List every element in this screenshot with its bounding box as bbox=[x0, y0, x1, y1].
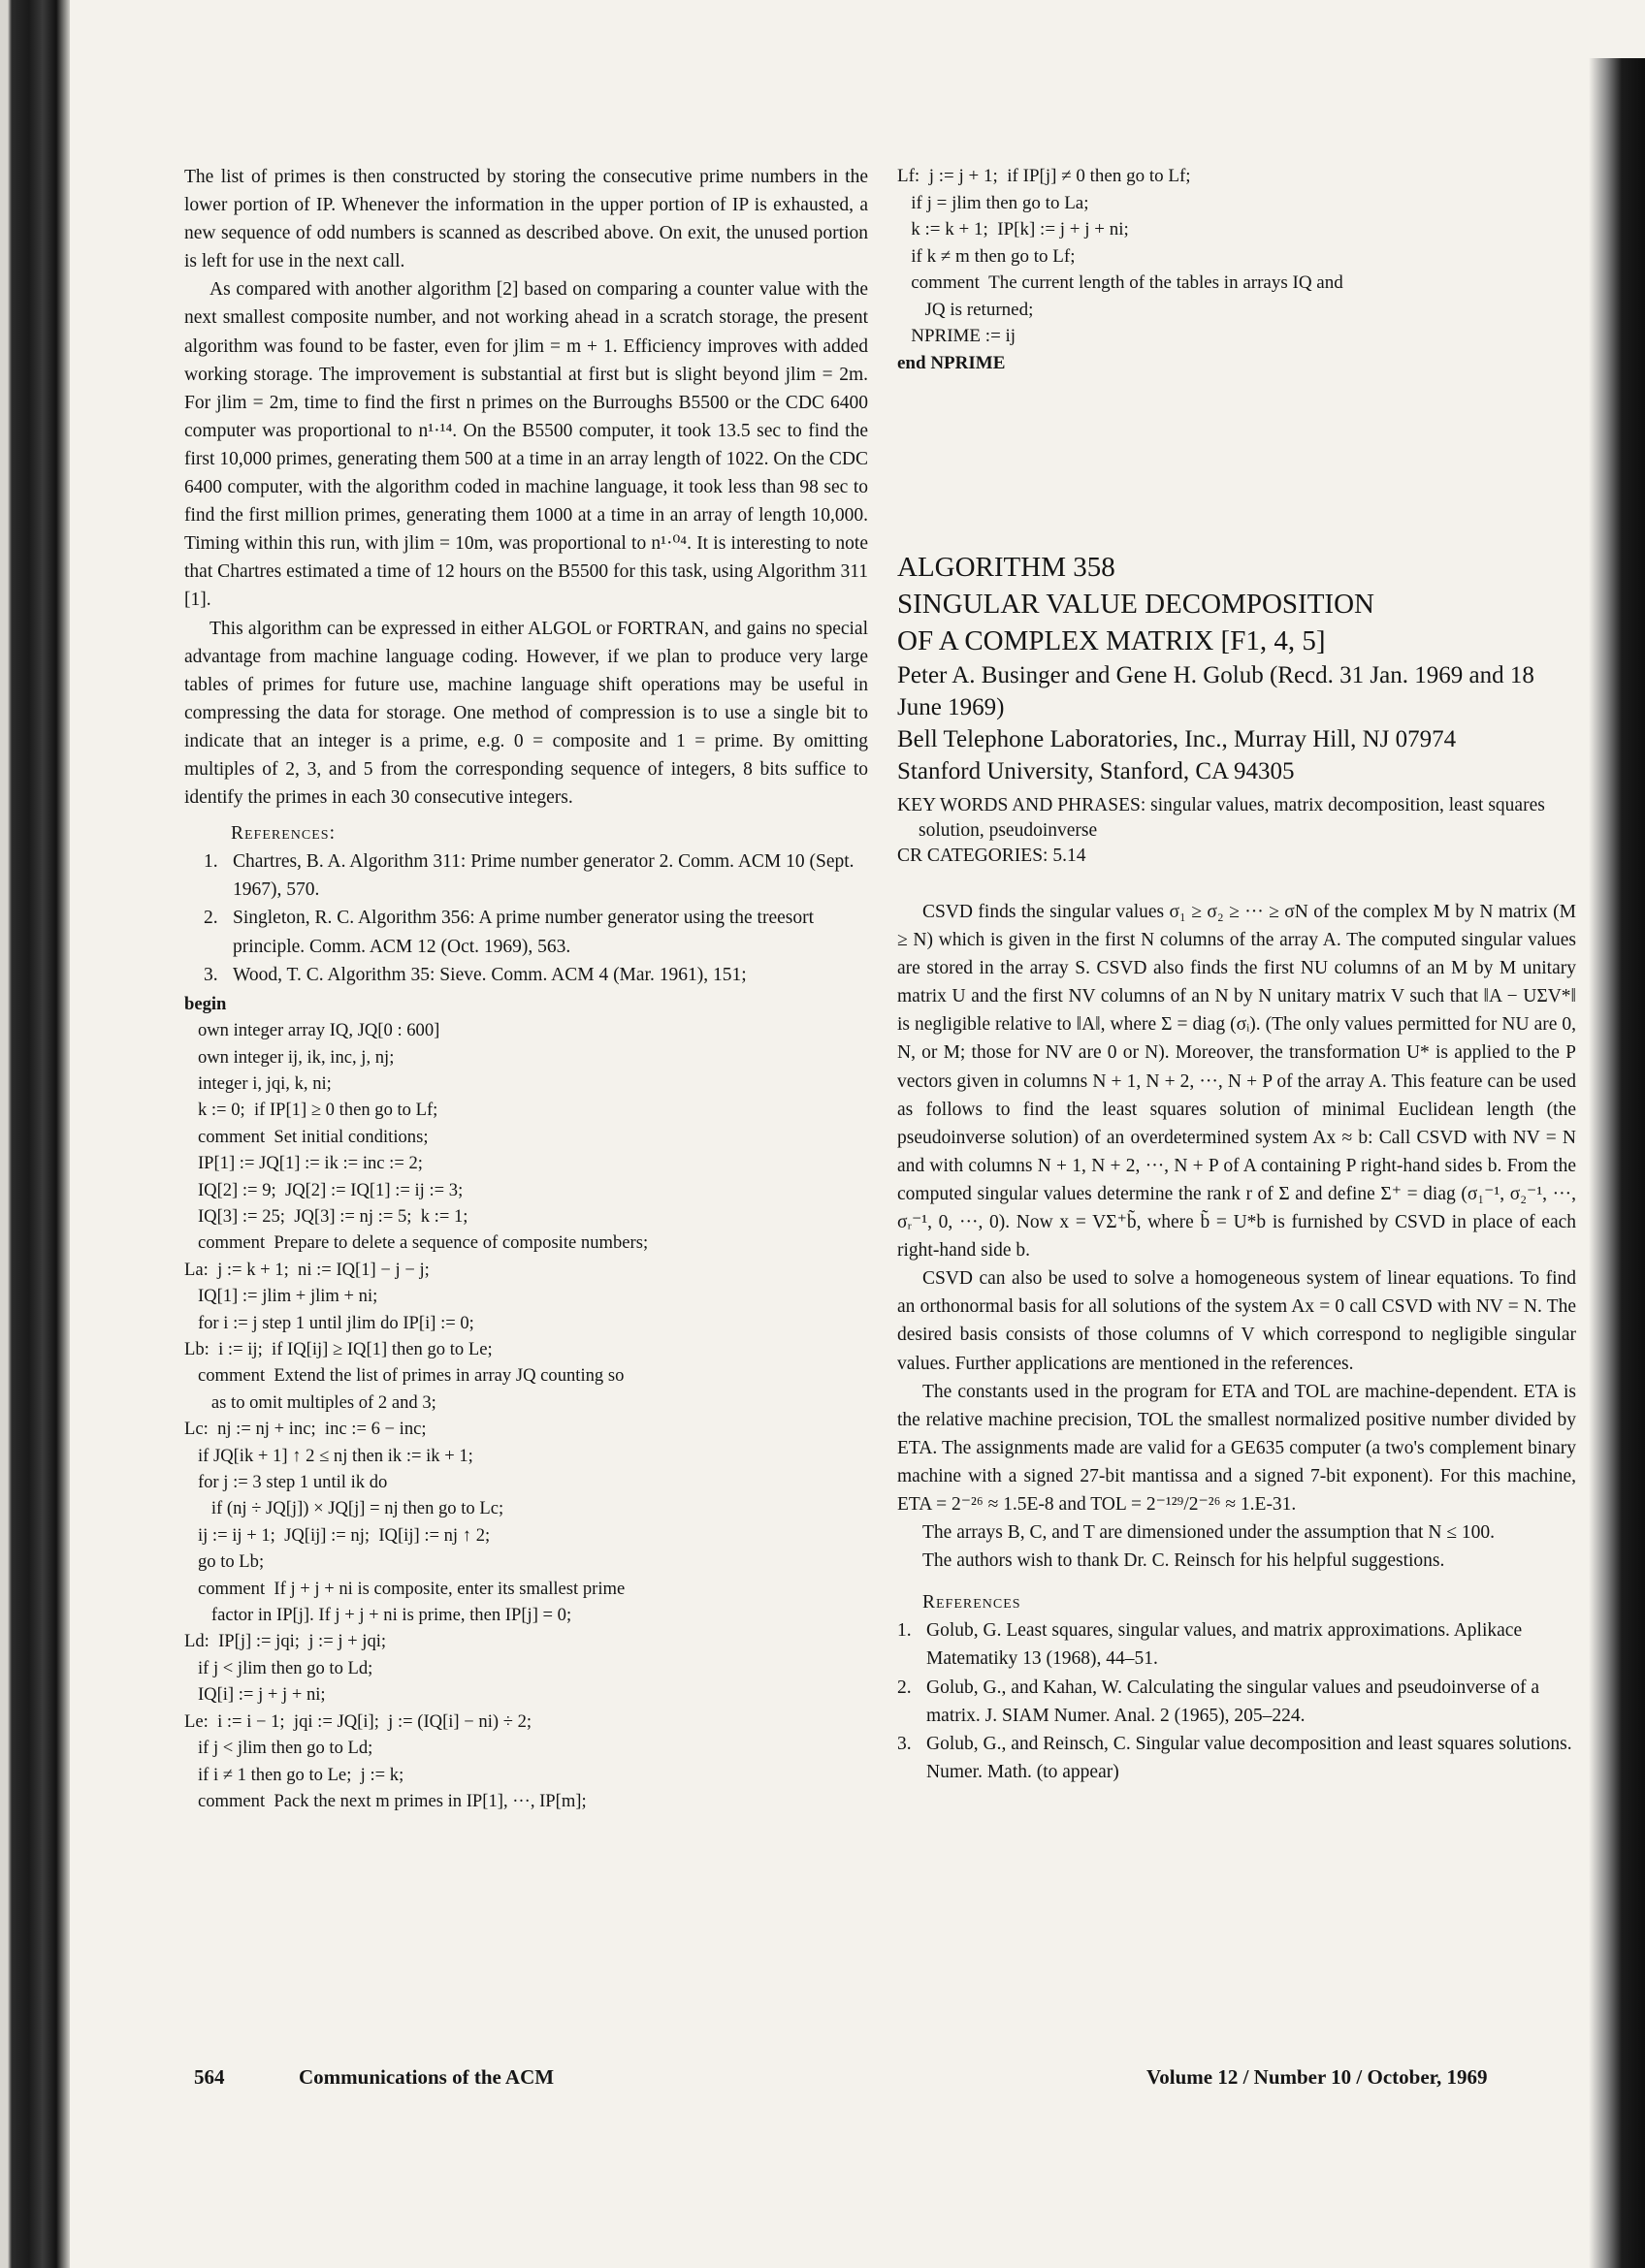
reference-item bbox=[204, 961, 868, 989]
code-line: comment The current length of the tables in arrays IQ and bbox=[897, 272, 1343, 293]
body-paragraph: The list of primes is then constructed by storing the consecutive prime numbers in the lower portion of IP. Whenever the information in the upper portion of IP is exhausted, a new sequence of odd numbers is scanned as described above. On exit, the unused portion is left for use in the next call. bbox=[184, 167, 868, 272]
code-line: if (nj ÷ JQ[j]) × JQ[j] = nj then go to Lc; bbox=[184, 1498, 504, 1519]
algorithm-title-line: OF A COMPLEX MATRIX [F1, 4, 5] bbox=[897, 625, 1326, 656]
author-line: Peter A. Businger and Gene H. Golub (Recd. 31 Jan. 1969 and 18 June 1969) bbox=[897, 662, 1534, 720]
algorithm-title bbox=[897, 549, 1576, 659]
code-line: Lc: nj := nj + inc; inc := 6 − inc; bbox=[184, 1419, 427, 1440]
reference-text: Singleton, R. C. Algorithm 356: A prime number generator using the treesort principle. Comm. ACM 12 (Oct. 1969), 563. bbox=[233, 908, 815, 957]
reference-number: 1. bbox=[897, 1620, 912, 1642]
cr-categories: CR CATEGORIES: 5.14 bbox=[897, 846, 1086, 866]
issue-info: Volume 12 / Number 10 / October, 1969 bbox=[1146, 2065, 1488, 2089]
code-line: Le: i := i − 1; jqi := JQ[i]; j := (IQ[i] − ni) ÷ 2; bbox=[184, 1710, 532, 1732]
algorithm-title-line: SINGULAR VALUE DECOMPOSITION bbox=[897, 589, 1374, 620]
code-line: comment Pack the next m primes in IP[1], ···, IP[m]; bbox=[184, 1790, 587, 1811]
reference-text: Golub, G. Least squares, singular values, and matrix approximations. Aplikace Matematiky 13 (1968), 44–51. bbox=[926, 1620, 1523, 1670]
code-line: end NPRIME bbox=[897, 352, 1006, 373]
code-line: if j < jlim then go to Ld; bbox=[184, 1738, 373, 1759]
body-paragraph: The constants used in the program for ETA and TOL are machine-dependent. ETA is the relative machine precision, TOL the smallest normalized positive number divided by ETA. The assignments made are valid for a GE635 computer (a two's complement binary machine with a signed 27-bit mantissa and a signed 7-bit exponent). For this machine, ETA = 2⁻²⁶ ≈ 1.5E-8 and TOL = 2⁻¹²⁹/2⁻²⁶ ≈ 1.E-31. bbox=[897, 1381, 1576, 1515]
code-line: for i := j step 1 until jlim do IP[i] := 0; bbox=[184, 1312, 474, 1333]
reference-number: 3. bbox=[897, 1733, 912, 1754]
code-line: k := k + 1; IP[k] := j + j + ni; bbox=[897, 219, 1129, 240]
code-line: IQ[1] := jlim + jlim + ni; bbox=[184, 1286, 378, 1307]
algol-code-listing bbox=[184, 991, 868, 1815]
right-column bbox=[897, 163, 1576, 1786]
code-line: JQ is returned; bbox=[897, 299, 1034, 320]
algol-code-listing-continued bbox=[897, 163, 1576, 376]
code-line: own integer array IQ, JQ[0 : 600] bbox=[184, 1020, 440, 1041]
affiliation: Bell Telephone Laboratories, Inc., Murray Hill, NJ 07974 bbox=[897, 726, 1457, 752]
code-line: Lb: i := ij; if IQ[ij] ≥ IQ[1] then go to Le; bbox=[184, 1339, 493, 1359]
reference-text: Golub, G., and Kahan, W. Calculating the singular values and pseudoinverse of a matrix. J. SIAM Numer. Anal. 2 (1965), 205–224. bbox=[926, 1677, 1539, 1726]
references-heading: References bbox=[922, 1592, 1021, 1613]
keywords: KEY WORDS AND PHRASES: singular values, matrix decomposition, least squares solution, pseudoinverse bbox=[897, 795, 1545, 841]
page-edge-shadow bbox=[1589, 58, 1645, 2268]
code-line: if k ≠ m then go to Lf; bbox=[897, 245, 1076, 267]
code-line: comment Prepare to delete a sequence of composite numbers; bbox=[184, 1232, 649, 1254]
code-line: IP[1] := JQ[1] := ik := inc := 2; bbox=[184, 1153, 423, 1174]
code-line: comment Set initial conditions; bbox=[184, 1126, 429, 1147]
code-line: factor in IP[j]. If j + j + ni is prime, then IP[j] = 0; bbox=[184, 1605, 572, 1626]
code-line: for j := 3 step 1 until ik do bbox=[184, 1472, 388, 1493]
reference-item bbox=[897, 1730, 1576, 1786]
journal-name: Communications of the ACM bbox=[299, 2065, 555, 2089]
reference-item bbox=[204, 904, 868, 960]
code-line: NPRIME := ij bbox=[897, 326, 1016, 346]
code-line: if JQ[ik + 1] ↑ 2 ≤ nj then ik := ik + 1; bbox=[184, 1445, 473, 1466]
code-line: if j < jlim then go to Ld; bbox=[184, 1657, 373, 1678]
code-line: IQ[i] := j + j + ni; bbox=[184, 1684, 326, 1706]
reference-item bbox=[897, 1616, 1576, 1673]
body-paragraph: This algorithm can be expressed in either ALGOL or FORTRAN, and gains no special advantage from machine language coding. However, if we plan to produce very large tables of primes for future use, machine language shift operations may be useful in compressing the data for storage. One method of compression is to use a single bit to indicate that an integer is a prime, e.g. 0 = composite and 1 = prime. By omitting multiples of 2, 3, and 5 from the corresponding sequence of integers, 8 bits suffice to identify the primes in each 30 consecutive integers. bbox=[184, 618, 868, 809]
reference-item bbox=[204, 847, 868, 904]
book-spine-shadow bbox=[0, 0, 70, 2268]
references-heading: References: bbox=[231, 823, 336, 845]
affiliation: Stanford University, Stanford, CA 94305 bbox=[897, 758, 1295, 784]
body-paragraph: The authors wish to thank Dr. C. Reinsch for his helpful suggestions. bbox=[922, 1550, 1445, 1572]
code-line: k := 0; if IP[1] ≥ 0 then go to Lf; bbox=[184, 1100, 438, 1121]
page-number: 564 bbox=[194, 2065, 225, 2089]
code-line: Ld: IP[j] := jqi; j := j + jqi; bbox=[184, 1631, 387, 1652]
reference-text: Chartres, B. A. Algorithm 311: Prime number generator 2. Comm. ACM 10 (Sept. 1967), 570. bbox=[233, 851, 855, 901]
code-line: IQ[2] := 9; JQ[2] := IQ[1] := ij := 3; bbox=[184, 1179, 464, 1200]
code-line: go to Lb; bbox=[184, 1551, 265, 1573]
reference-item bbox=[897, 1674, 1576, 1730]
code-line: as to omit multiples of 2 and 3; bbox=[184, 1391, 436, 1413]
code-line: integer i, jqi, k, ni; bbox=[184, 1072, 332, 1094]
left-column bbox=[184, 163, 868, 1814]
code-line: Lf: j := j + 1; if IP[j] ≠ 0 then go to Lf; bbox=[897, 166, 1191, 186]
code-line: comment If j + j + ni is composite, enter its smallest prime bbox=[184, 1578, 626, 1599]
reference-text: Golub, G., and Reinsch, C. Singular value decomposition and least squares solutions. Numer. Math. (to appear) bbox=[926, 1733, 1572, 1782]
algorithm-title-line: ALGORITHM 358 bbox=[897, 552, 1115, 583]
body-paragraph: CSVD can also be used to solve a homogeneous system of linear equations. To find an orthonormal basis for all solutions of the system Ax = 0 call CSVD with NV = N. The desired basis consists of those columns of V which correspond to negligible singular values. Further applications are mentioned in the references. bbox=[897, 1268, 1576, 1374]
body-paragraph: CSVD finds the singular values σ₁ ≥ σ₂ ≥ ··· ≥ σN of the complex M by N matrix (M ≥ N) which is given in the first N columns of the array A. The computed singular values are stored in the array S. CSVD also finds the first NU columns of an M by M unitary matrix U and the first NV columns of an N by N unitary matrix V such that ‖A − UΣV*‖ is negligible relative to ‖A‖, where Σ = diag (σᵢ). (The only values permitted for NU are 0, N, or M; those for NV are 0 or N). Moreover, the transformation U* is applied to the P vectors given in columns N + 1, N + 2, ···, N + P of the array A. This feature can be used as follows to find the least squares solution of minimal Euclidean length (the pseudoinverse solution) of an overdetermined system Ax ≈ b: Call CSVD with NV = N and with columns N + 1, N + 2, ···, N + P of A containing P right-hand sides b. From the computed singular values determine the rank r of Σ and define Σ⁺ = diag (σ₁⁻¹, σ₂⁻¹, ···, σᵣ⁻¹, 0, ···, 0). Now x = VΣ⁺b̃, where b̃ = U*b is furnished by CSVD in place of each right-hand side b. bbox=[897, 902, 1576, 1262]
body-paragraph: The arrays B, C, and T are dimensioned under the assumption that N ≤ 100. bbox=[922, 1522, 1495, 1544]
reference-number: 2. bbox=[204, 908, 218, 929]
code-line: ij := ij + 1; JQ[ij] := nj; IQ[ij] := nj ↑ 2; bbox=[184, 1524, 491, 1546]
reference-number: 3. bbox=[204, 964, 218, 985]
reference-text: Wood, T. C. Algorithm 35: Sieve. Comm. ACM 4 (Mar. 1961), 151; bbox=[233, 964, 747, 985]
code-line: comment Extend the list of primes in array JQ counting so bbox=[184, 1365, 625, 1387]
code-line: own integer ij, ik, inc, j, nj; bbox=[184, 1046, 395, 1068]
reference-number: 1. bbox=[204, 851, 218, 873]
code-line: if j = jlim then go to La; bbox=[897, 192, 1089, 213]
reference-number: 2. bbox=[897, 1677, 912, 1698]
code-line: if i ≠ 1 then go to Le; j := k; bbox=[184, 1764, 404, 1785]
body-paragraph: As compared with another algorithm [2] based on comparing a counter value with the next smallest composite number, and not working ahead in a scratch storage, the present algorithm was found to be faster, even for jlim = m + 1. Efficiency improves with added working storage. The improvement is substantial at first but is slight beyond jlim = 2m. For jlim = 2m, time to find the first n primes on the Burroughs B5500 or the CDC 6400 computer was proportional to n¹·¹⁴. On the B5500 computer, it took 13.5 sec to find the first 10,000 primes, generating them 500 at a time in an array length of 1022. On the CDC 6400 computer, with the algorithm coded in machine language, it took less than 98 sec to find the first million primes, generating them 1000 at a time in an array of length 10,000. Timing within this run, with jlim = 10m, was proportional to n¹·⁰⁴. It is interesting to note that Chartres estimated a time of 12 hours on the B5500 for this task, using Algorithm 311 [1]. bbox=[184, 279, 868, 611]
code-line: begin bbox=[184, 993, 227, 1014]
code-line: IQ[3] := 25; JQ[3] := nj := 5; k := 1; bbox=[184, 1205, 468, 1227]
code-line: La: j := k + 1; ni := IQ[1] − j − j; bbox=[184, 1259, 430, 1280]
